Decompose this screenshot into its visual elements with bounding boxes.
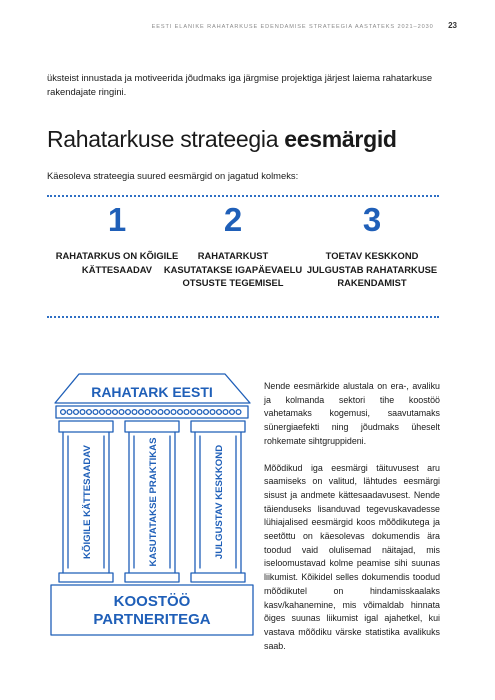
temple-diagram	[47, 368, 257, 640]
temple-ornament-circles	[61, 410, 241, 415]
section-subtitle: Käesoleva strateegia suured eesmärgid on jagatud kolmeks:	[47, 170, 299, 181]
divider-bottom	[47, 316, 439, 318]
goal-text: RAHATARKUS ON KÕIGILE KÄTTESAADAV	[55, 250, 179, 275]
goal-number: 1	[107, 201, 127, 238]
divider-top	[47, 195, 439, 197]
temple-roof-label: RAHATARK EESTI	[91, 384, 213, 400]
temple-pillar-label-2: KASUTATAKSE PRAKTIKAS	[148, 437, 159, 567]
running-header	[152, 21, 457, 30]
body-paragraph-2: Mõõdikud iga eesmärgi täituvusest aru saamiseks on valitud, lähtudes eesmärgi sisust ja andmete kättesaadavusest. Nende täienduseks lisanduvad tegevuskavadesse lühiajalised eesmärgid koos mõõdikutega ja seetõttu on käesolevas dokumendis ära toodud vaid olulisemad näitajad, mis iseloomustavad kolme peamise sihi suunas liikumist. Kõikidel selles dokumendis toodud mõõdikutel on hindamisskaalaks kasv/kahanemine, mis võimaldab hinnata õiges suunas liikumist igal ajahetkel, kui vastava mõõdiku värske statistika avalikuks saab.	[264, 462, 440, 651]
goal-text: RAHATARKUST KASUTATAKSE IGAPÄEVAELU OTSUSTE TEGEMISEL	[163, 250, 303, 288]
section-title	[47, 126, 397, 153]
temple-base-line1: KOOSTÖÖ	[113, 593, 191, 610]
running-title: EESTI ELANIKE RAHATARKUSE EDENDAMISE STRATEEGIA AASTATEKS 2021–2030	[151, 24, 434, 30]
temple-pillar-label-1: KÕIGILE KÄTTESAADAV	[82, 445, 93, 559]
section-title-regular: Rahatarkuse strateegia	[47, 126, 285, 152]
goal-3	[302, 202, 442, 290]
intro-paragraph: üksteist innustada ja motiveerida jõudmaks iga järgmise projektiga järjest laiema rahatarkuse rakendajate ringini.	[47, 72, 433, 97]
page-number: 23	[448, 21, 457, 30]
section-title-bold: eesmärgid	[284, 126, 397, 152]
temple-pillar-label-3: JULGUSTAV KESKKOND	[214, 444, 225, 560]
goal-number: 3	[362, 201, 382, 238]
goal-text: TOETAV KESKKOND JULGUSTAB RAHATARKUSE RAKENDAMIST	[306, 250, 438, 288]
body-paragraph-1: Nende eesmärkide alustala on era-, avaliku ja kolmanda sektori tihe koostöö vahetamaks kogemusi, saavutamaks sünergiaefekti ning jõudmaks üheselt rohkemate sihtgruppideni.	[264, 381, 440, 446]
body-text	[264, 380, 440, 666]
goal-number: 2	[223, 201, 243, 238]
temple-base-line2: PARTNERITEGA	[93, 611, 211, 628]
goal-2	[163, 202, 303, 290]
